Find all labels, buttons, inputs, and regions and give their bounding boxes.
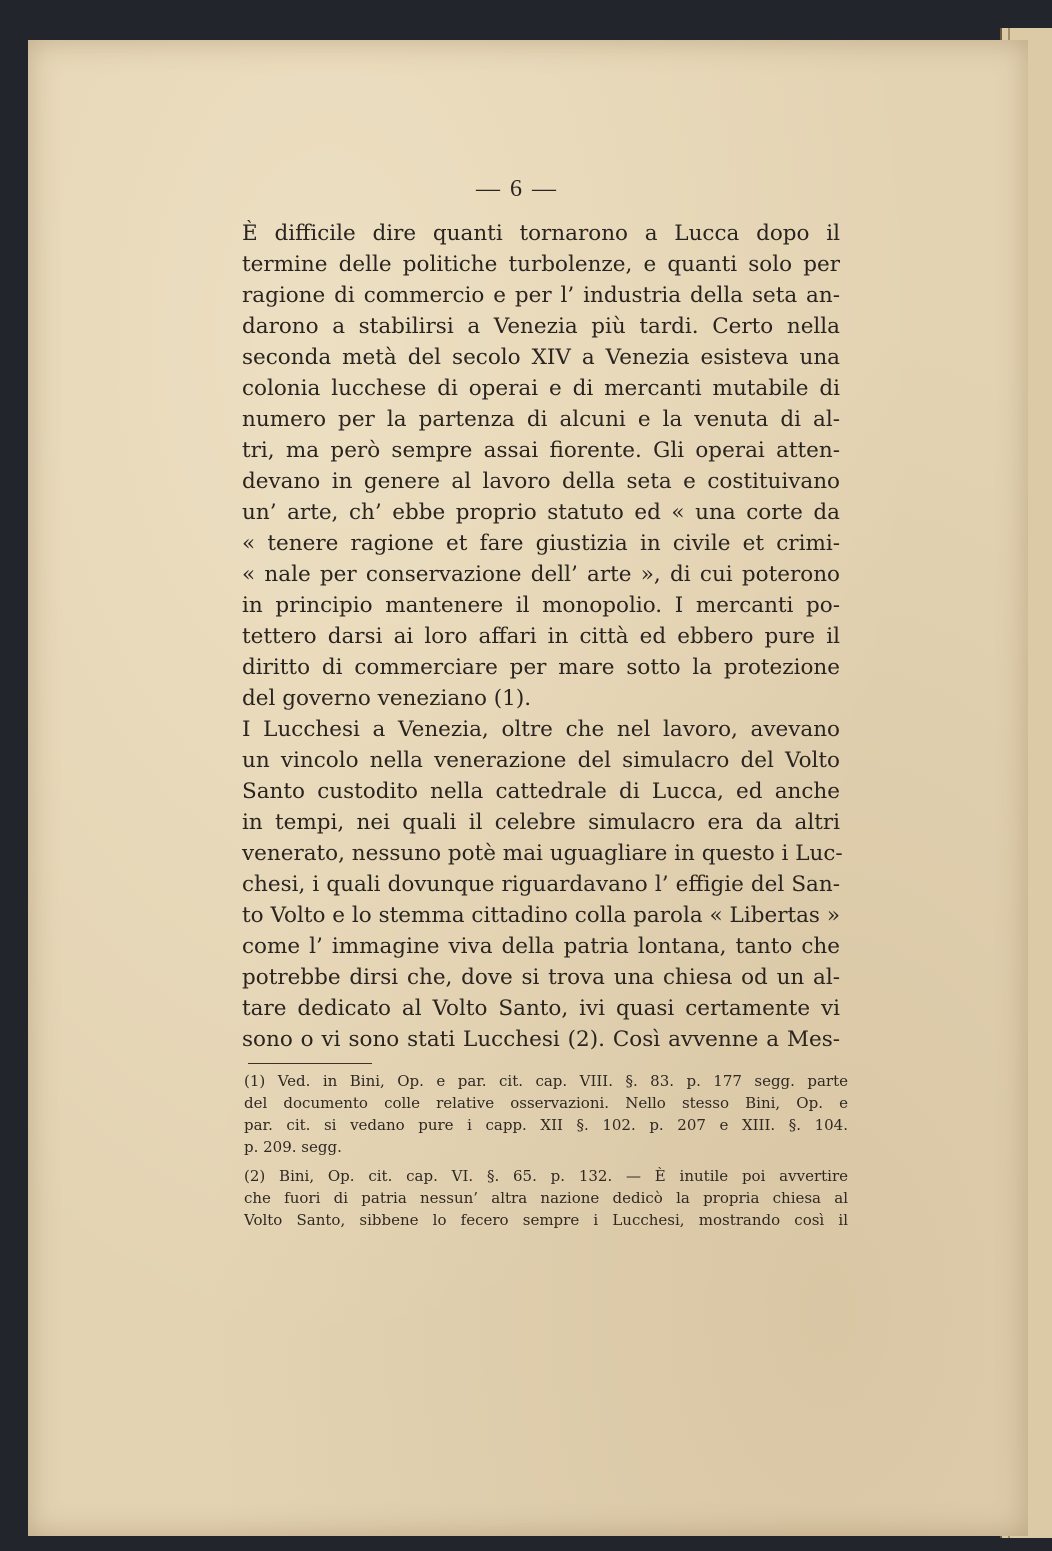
text-line: devano in genere al lavoro della seta e costituivano <box>242 469 840 494</box>
footnote-line: par. cit. si vedano pure i capp. XII §. 102. p. 207 e XIII. §. 104. <box>244 1116 848 1134</box>
text-line: venerato, nessuno potè mai uguagliare in questo i Luc- <box>242 841 843 866</box>
footnote-line: Volto Santo, sibbene lo fecero sempre i Lucchesi, mostrando così il <box>244 1211 848 1229</box>
page-number: — 6 — <box>476 176 558 202</box>
footnote-line: (1) Ved. in Bini, Op. e par. cit. cap. VIII. §. 83. p. 177 segg. parte <box>244 1072 848 1090</box>
text-line: in tempi, nei quali il celebre simulacro era da altri <box>242 810 840 835</box>
text-line: in principio mantenere il monopolio. I mercanti po- <box>242 593 840 618</box>
text-line: diritto di commerciare per mare sotto la protezione <box>242 655 840 680</box>
footnote-line: del documento colle relative osservazioni. Nello stesso Bini, Op. e <box>244 1094 848 1112</box>
text-line: colonia lucchese di operai e di mercanti mutabile di <box>242 376 840 401</box>
main-text <box>242 218 843 1055</box>
footnote-line: p. 209. segg. <box>244 1138 342 1156</box>
footnote-separator <box>248 1063 372 1064</box>
text-line: numero per la partenza di alcuni e la venuta di al- <box>242 407 840 432</box>
text-line: darono a stabilirsi a Venezia più tardi. Certo nella <box>242 314 840 339</box>
text-line: seconda metà del secolo XIV a Venezia esisteva una <box>242 345 840 370</box>
text-line: to Volto e lo stemma cittadino colla parola « Libertas » <box>242 903 840 928</box>
text-line: tettero darsi ai loro affari in città ed ebbero pure il <box>242 624 840 649</box>
footnote-line: che fuori di patria nessun’ altra nazione dedicò la propria chiesa al <box>244 1189 848 1207</box>
text-line: del governo veneziano (1). <box>242 686 532 711</box>
footnote-line: (2) Bini, Op. cit. cap. VI. §. 65. p. 132. — È inutile poi avvertire <box>244 1167 848 1185</box>
text-line: Santo custodito nella cattedrale di Lucca, ed anche <box>242 779 840 804</box>
text-line: ragione di commercio e per l’ industria della seta an- <box>242 283 840 308</box>
text-line: tare dedicato al Volto Santo, ivi quasi certamente vi <box>242 996 840 1021</box>
text-line: potrebbe dirsi che, dove si trova una chiesa od un al- <box>242 965 840 990</box>
text-line: I Lucchesi a Venezia, oltre che nel lavoro, avevano <box>242 717 840 742</box>
text-line: È difficile dire quanti tornarono a Lucca dopo il <box>242 221 840 246</box>
text-line: termine delle politiche turbolenze, e quanti solo per <box>242 252 840 277</box>
text-line: un vincolo nella venerazione del simulacro del Volto <box>242 748 840 773</box>
footnote-gap <box>244 1158 848 1165</box>
text-line: come l’ immagine viva della patria lontana, tanto che <box>242 934 840 959</box>
text-line: « tenere ragione et fare giustizia in civile et crimi- <box>242 531 840 556</box>
text-line: un’ arte, ch’ ebbe proprio statuto ed « una corte da <box>242 500 840 525</box>
text-line: chesi, i quali dovunque riguardavano l’ effigie del San- <box>242 872 840 897</box>
footnotes <box>244 1070 848 1231</box>
text-line: « nale per conservazione dell’ arte », di cui poterono <box>242 562 840 587</box>
text-line: tri, ma però sempre assai fiorente. Gli operai atten- <box>242 438 840 463</box>
text-line: sono o vi sono stati Lucchesi (2). Così avvenne a Mes- <box>242 1027 840 1052</box>
